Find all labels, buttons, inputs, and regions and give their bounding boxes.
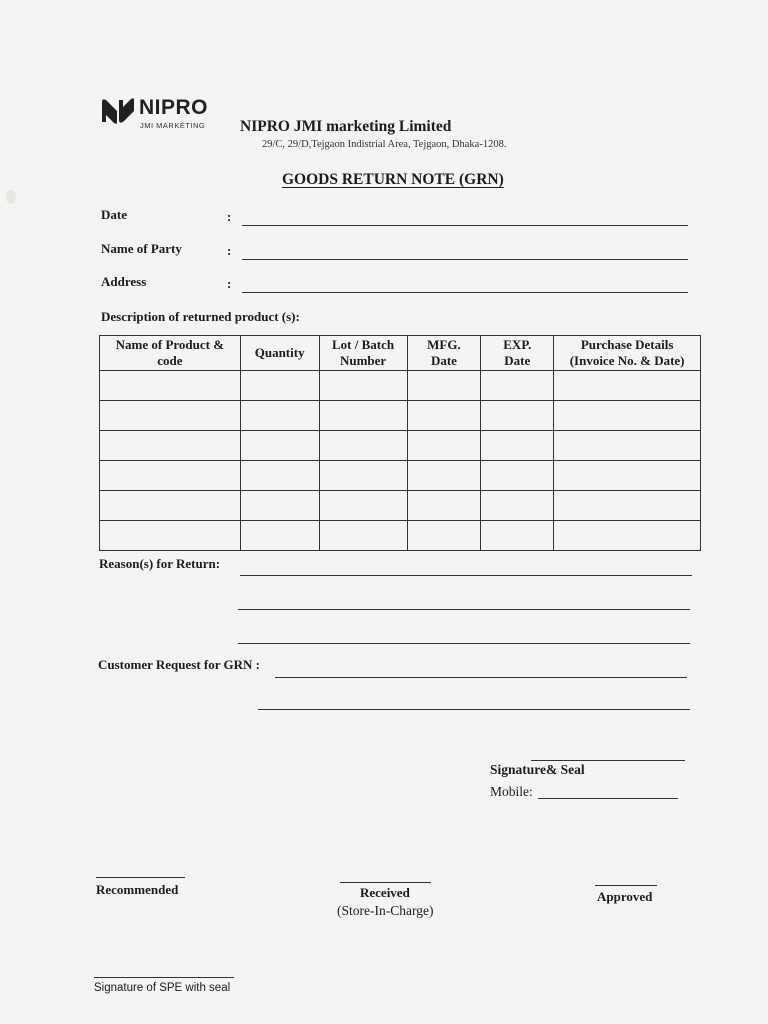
table-cell[interactable]	[554, 431, 701, 461]
table-cell[interactable]	[100, 461, 241, 491]
table-row	[100, 521, 701, 551]
spe-signature-line[interactable]	[94, 977, 234, 978]
table-cell[interactable]	[100, 371, 241, 401]
customer-request-label: Customer Request for GRN :	[98, 657, 260, 672]
table-cell[interactable]	[319, 461, 407, 491]
logo-subtitle: JMI MARKETING	[140, 121, 206, 130]
table-cell[interactable]	[481, 371, 554, 401]
table-cell[interactable]	[407, 521, 481, 551]
col-header-lot-batch: Lot / Batch Number	[319, 336, 407, 371]
date-label: Date	[101, 207, 127, 222]
table-cell[interactable]	[407, 431, 481, 461]
date-colon: :	[227, 209, 232, 224]
reasons-label: Reason(s) for Return:	[99, 556, 221, 571]
approved-signature-line[interactable]	[595, 885, 657, 886]
reasons-field-line-1[interactable]	[240, 575, 692, 576]
table-cell[interactable]	[554, 521, 701, 551]
logo-wordmark: NIPRO	[139, 96, 209, 119]
table-cell[interactable]	[319, 401, 407, 431]
table-cell[interactable]	[319, 431, 407, 461]
customer-request-field-line-1[interactable]	[275, 677, 687, 678]
table-cell[interactable]	[240, 521, 319, 551]
table-cell[interactable]	[240, 461, 319, 491]
address-colon: :	[227, 276, 232, 291]
table-cell[interactable]	[481, 431, 554, 461]
party-name-field[interactable]	[242, 259, 688, 260]
table-cell[interactable]	[407, 461, 481, 491]
spe-signature-label: Signature of SPE with seal	[94, 982, 231, 994]
table-cell[interactable]	[554, 491, 701, 521]
recommended-signature-line[interactable]	[96, 877, 185, 878]
company-address: 29/C, 29/D,Tejgaon Indistrial Area, Tejgaon, Dhaka-1208.	[262, 139, 507, 150]
table-cell[interactable]	[240, 431, 319, 461]
approved-label: Approved	[597, 889, 653, 904]
table-cell[interactable]	[481, 491, 554, 521]
reasons-field-line-3[interactable]	[238, 643, 690, 644]
table-cell[interactable]	[100, 491, 241, 521]
address-label: Address	[101, 274, 147, 289]
nipro-logo-icon	[100, 96, 136, 126]
col-header-purchase-details: Purchase Details (Invoice No. & Date)	[554, 336, 701, 371]
table-cell[interactable]	[554, 461, 701, 491]
table-body	[100, 371, 701, 551]
col-header-quantity: Quantity	[240, 336, 319, 371]
table-cell[interactable]	[481, 401, 554, 431]
table-cell[interactable]	[407, 491, 481, 521]
table-row	[100, 431, 701, 461]
party-name-colon: :	[227, 243, 232, 258]
table-cell[interactable]	[100, 431, 241, 461]
date-field[interactable]	[242, 225, 688, 226]
table-cell[interactable]	[100, 521, 241, 551]
table-cell[interactable]	[407, 401, 481, 431]
table-cell[interactable]	[319, 491, 407, 521]
form-title: GOODS RETURN NOTE (GRN)	[282, 171, 504, 188]
table-cell[interactable]	[481, 461, 554, 491]
address-field[interactable]	[242, 292, 688, 293]
col-header-exp-date: EXP. Date	[481, 336, 554, 371]
table-cell[interactable]	[407, 371, 481, 401]
table-row	[100, 401, 701, 431]
description-label: Description of returned product (s):	[101, 309, 300, 324]
table-cell[interactable]	[319, 371, 407, 401]
received-signature-line[interactable]	[340, 882, 431, 883]
table-cell[interactable]	[240, 401, 319, 431]
table-cell[interactable]	[240, 371, 319, 401]
table-header-row	[100, 336, 701, 371]
table-row	[100, 491, 701, 521]
received-label: Received	[360, 885, 410, 900]
table-cell[interactable]	[319, 521, 407, 551]
table-row	[100, 371, 701, 401]
signature-seal-label: Signature& Seal	[490, 762, 585, 777]
returned-products-table	[99, 335, 701, 551]
company-name: NIPRO JMI marketing Limited	[240, 118, 452, 135]
store-in-charge-label: (Store-In-Charge)	[337, 903, 434, 918]
col-header-product: Name of Product & code	[100, 336, 241, 371]
table-cell[interactable]	[240, 491, 319, 521]
party-name-label: Name of Party	[101, 241, 182, 256]
recommended-label: Recommended	[96, 882, 179, 897]
table-cell[interactable]	[554, 371, 701, 401]
reasons-field-line-2[interactable]	[238, 609, 690, 610]
scan-smudge	[6, 190, 16, 204]
table-cell[interactable]	[554, 401, 701, 431]
col-header-mfg-date: MFG. Date	[407, 336, 481, 371]
mobile-label: Mobile:	[490, 784, 533, 799]
table-cell[interactable]	[481, 521, 554, 551]
table-cell[interactable]	[100, 401, 241, 431]
mobile-field[interactable]	[538, 798, 678, 799]
table-row	[100, 461, 701, 491]
signature-seal-line[interactable]	[531, 760, 685, 761]
customer-request-field-line-2[interactable]	[258, 709, 690, 710]
